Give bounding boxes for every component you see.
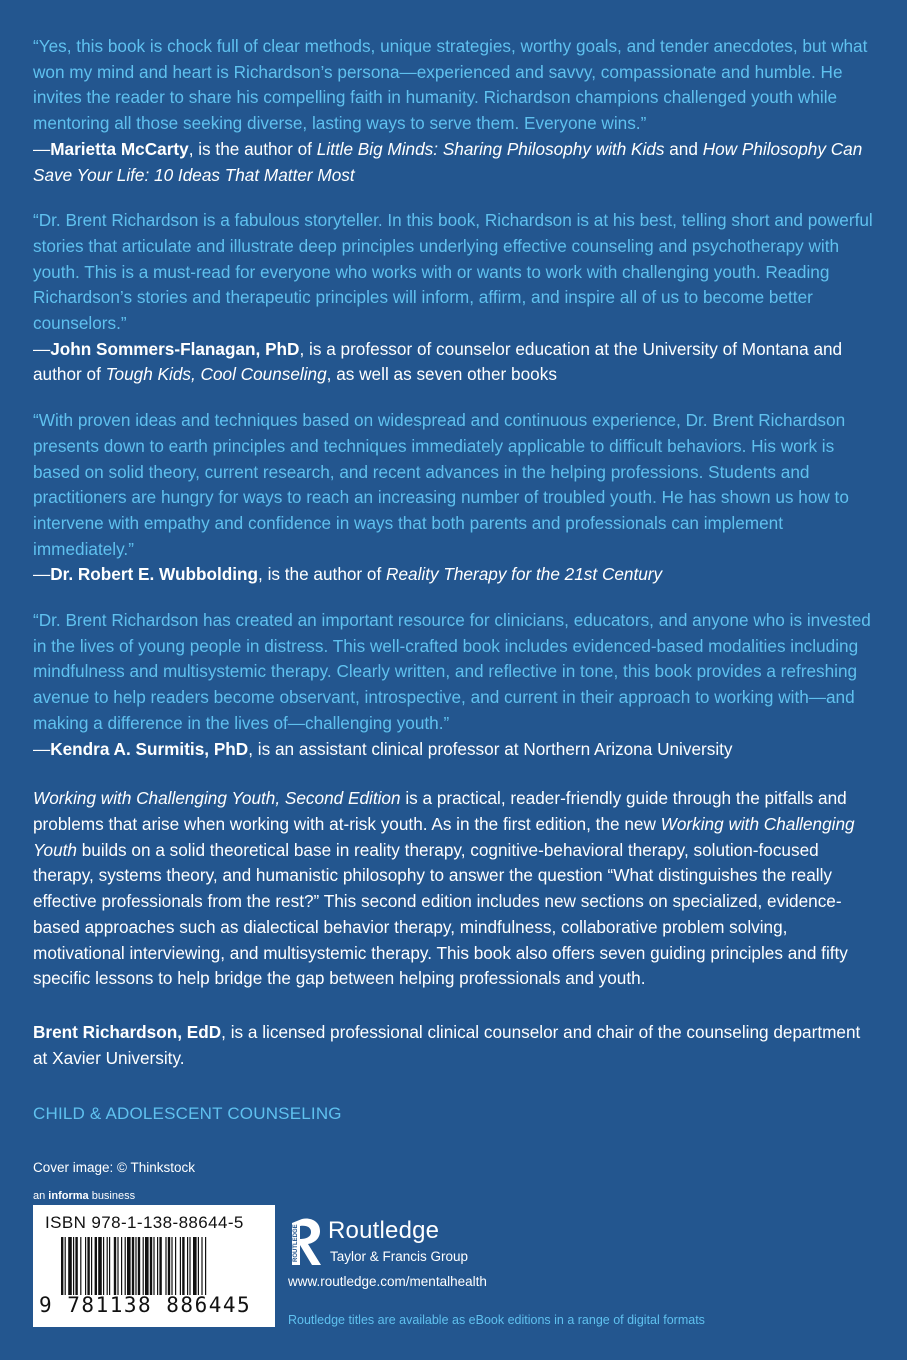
endorsement-attribution	[33, 737, 873, 763]
endorser-role: , is the author of	[258, 564, 387, 585]
ebook-note: Routledge titles are available as eBook editions in a range of digital formats	[288, 1313, 705, 1327]
endorser-role-tail: , as well as seven other books	[326, 364, 557, 385]
endorser-work: Little Big Minds: Sharing Philosophy with Kids	[316, 138, 665, 159]
book-title: Working with Challenging Youth, Second Edition	[33, 788, 401, 809]
barcode-digits: 9 781138 886445	[39, 1293, 252, 1317]
author-bio	[33, 1020, 873, 1071]
informa-prefix: an	[33, 1190, 49, 1202]
routledge-logo-icon	[288, 1215, 324, 1271]
informa-suffix: business	[88, 1190, 136, 1202]
endorser-name: Marietta McCarty	[50, 138, 189, 159]
endorser-role: , is an assistant clinical professor at Northern Arizona University	[248, 738, 733, 759]
isbn-label: ISBN 978-1-138-88644-5	[45, 1213, 244, 1232]
endorsement-1	[33, 34, 873, 188]
publisher-url: www.routledge.com/mentalhealth	[288, 1274, 487, 1289]
endorser-work: Tough Kids, Cool Counseling	[105, 364, 327, 385]
subject-category: CHILD & ADOLESCENT COUNSELING	[33, 1104, 342, 1124]
endorser-work: How Philosophy Can Save Your Life: 10 Ideas That Matter Most	[33, 138, 863, 185]
publisher-block	[288, 1215, 608, 1275]
barcode-icon	[61, 1237, 261, 1295]
book-title-short: Working with Challenging Youth	[33, 813, 855, 860]
cover-image-credit: Cover image: © Thinkstock	[33, 1160, 196, 1175]
endorsement-quote: “Yes, this book is chock full of clear methods, unique strategies, worthy goals, and tender anecdotes, but what won my mind and heart is Richardson’s persona—experienced and savvy, compassionate and humble. He invites the reader to share his compelling faith in humanity. Richardson champions challenged youth while mentoring all those seeking diverse, lasting ways to serve them. Everyone wins.”	[33, 36, 868, 134]
description-text: builds on a solid theoretical base in reality therapy, cognitive-behavioral therapy, solution-focused therapy, systems theory, and humanistic philosophy to answer the question “What distinguishes the really effective professionals from the rest?” This second edition includes new sections on specialized, evidence-based approaches such as dialectical behavior therapy, mindfulness, collaborative problem solving, motivational interviewing, and multisystemic therapy. This book also offers seven guiding principles and fifty specific lessons to help bridge the gap between helping professionals and youth.	[33, 839, 848, 989]
publisher-name: Routledge	[328, 1217, 440, 1244]
endorser-name: John Sommers-Flanagan, PhD	[50, 338, 300, 359]
attribution-dash: —	[33, 564, 51, 585]
publisher-group: Taylor & Francis Group	[330, 1249, 469, 1264]
content-column	[33, 34, 873, 1127]
attribution-dash: —	[33, 738, 51, 759]
endorser-name: Kendra A. Surmitis, PhD	[50, 738, 249, 759]
endorsement-quote: “Dr. Brent Richardson has created an important resource for clinicians, educators, and anyone who is invested in the lives of young people in distress. This well-crafted book includes evidenced-based modalities including mindfulness and multisystemic therapy. Clearly written, and reflective in tone, this book provides a refreshing avenue to help readers become observant, introspective, and current in their approach to working with—and making a difference in the lives of—challenging youth.”	[33, 610, 871, 733]
endorser-work: Reality Therapy for the 21st Century	[386, 564, 663, 585]
isbn-barcode-panel	[33, 1205, 275, 1327]
routledge-vertical-text: ROUTLEDGE	[293, 1224, 299, 1262]
endorsement-attribution	[33, 137, 873, 188]
book-description	[33, 786, 873, 992]
endorser-role: , is the author of	[188, 138, 317, 159]
endorser-name: Dr. Robert E. Wubbolding	[50, 564, 259, 585]
endorser-joiner: and	[664, 138, 703, 159]
endorsement-3	[33, 408, 873, 588]
description-text: is a practical, reader-friendly guide through the pitfalls and problems that arise when working with at-risk youth. As in the first edition, the new	[33, 788, 847, 834]
attribution-dash: —	[33, 138, 51, 159]
informa-brand: informa	[48, 1190, 89, 1202]
attribution-dash: —	[33, 338, 51, 359]
author-bio-text: , is a licensed professional clinical counselor and chair of the counseling department at Xavier University.	[33, 1021, 861, 1068]
endorsement-attribution	[33, 562, 873, 588]
endorsement-attribution	[33, 337, 873, 388]
endorsement-4	[33, 608, 873, 762]
endorser-role: , is a professor of counselor education at the University of Montana and author of	[33, 338, 843, 385]
endorsement-quote: “With proven ideas and techniques based on widespread and continuous experience, Dr. Brent Richardson presents down to earth principles and techniques immediately applicable to difficult behaviors. His work is based on solid theory, current research, and recent advances in the helping professions. Students and practitioners are hungry for ways to reach an increasing number of troubled youth. He has shown us how to intervene with empathy and confidence in ways that both parents and professionals can implement immediately.”	[33, 410, 849, 559]
endorsement-quote: “Dr. Brent Richardson is a fabulous storyteller. In this book, Richardson is at his best, telling short and powerful stories that articulate and illustrate deep principles underlying effective counseling and psychotherapy with youth. This is a must-read for everyone who works with or wants to work with challenging youth. Reading Richardson’s stories and therapeutic principles will inform, affirm, and inspire all of us to become better counselors.”	[33, 210, 873, 334]
informa-tagline	[33, 1190, 135, 1202]
author-name: Brent Richardson, EdD	[33, 1021, 222, 1042]
endorsement-2	[33, 208, 873, 388]
